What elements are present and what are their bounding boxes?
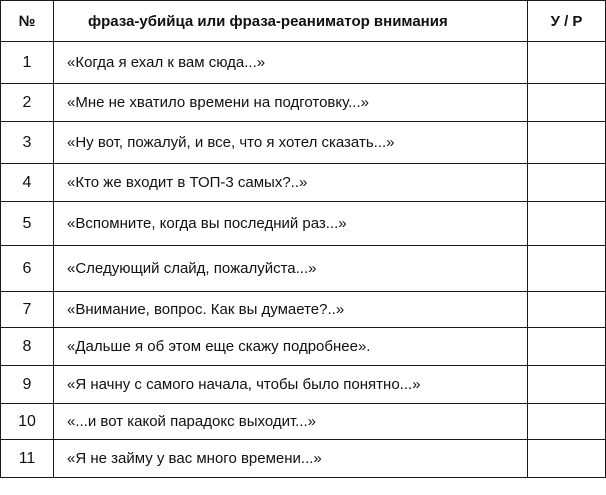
row-mark-cell — [528, 202, 606, 246]
row-number: 7 — [1, 292, 54, 328]
table-row — [1, 404, 606, 440]
row-mark-cell — [528, 366, 606, 404]
row-number: 10 — [1, 404, 54, 440]
row-mark-cell — [528, 122, 606, 164]
row-phrase: «Вспомните, когда вы последний раз...» — [54, 202, 528, 246]
row-phrase: «Кто же входит в ТОП-3 самых?..» — [54, 164, 528, 202]
table-row — [1, 366, 606, 404]
row-mark-cell — [528, 404, 606, 440]
row-phrase: «Мне не хватило времени на подготовку...» — [54, 84, 528, 122]
row-phrase: «Дальше я об этом еще скажу подробнее». — [54, 328, 528, 366]
row-mark-cell — [528, 42, 606, 84]
row-phrase: «Ну вот, пожалуй, и все, что я хотел сказать...» — [54, 122, 528, 164]
row-number: 4 — [1, 164, 54, 202]
row-phrase: «Когда я ехал к вам сюда...» — [54, 42, 528, 84]
header-phrase: фраза-убийца или фраза-реаниматор внимания — [54, 1, 528, 42]
row-number: 5 — [1, 202, 54, 246]
row-phrase: «...и вот какой парадокс выходит...» — [54, 404, 528, 440]
row-number: 8 — [1, 328, 54, 366]
row-mark-cell — [528, 84, 606, 122]
row-number: 6 — [1, 246, 54, 292]
row-number: 11 — [1, 440, 54, 478]
table-row — [1, 246, 606, 292]
header-number: № — [1, 1, 54, 42]
row-number: 1 — [1, 42, 54, 84]
row-phrase: «Внимание, вопрос. Как вы думаете?..» — [54, 292, 528, 328]
row-phrase: «Я не займу у вас много времени...» — [54, 440, 528, 478]
row-mark-cell — [528, 292, 606, 328]
table-row — [1, 84, 606, 122]
row-mark-cell — [528, 164, 606, 202]
row-number: 2 — [1, 84, 54, 122]
table-row — [1, 122, 606, 164]
row-mark-cell — [528, 328, 606, 366]
row-mark-cell — [528, 440, 606, 478]
row-number: 9 — [1, 366, 54, 404]
table-row — [1, 202, 606, 246]
table-body — [1, 42, 606, 478]
row-phrase: «Следующий слайд, пожалуйста...» — [54, 246, 528, 292]
row-mark-cell — [528, 246, 606, 292]
table-row — [1, 328, 606, 366]
row-phrase: «Я начну с самого начала, чтобы было понятно...» — [54, 366, 528, 404]
table-row — [1, 440, 606, 478]
table-row — [1, 164, 606, 202]
table-header-row — [1, 1, 606, 42]
table-row — [1, 42, 606, 84]
table-row — [1, 292, 606, 328]
row-number: 3 — [1, 122, 54, 164]
header-mark: У / Р — [528, 1, 606, 42]
